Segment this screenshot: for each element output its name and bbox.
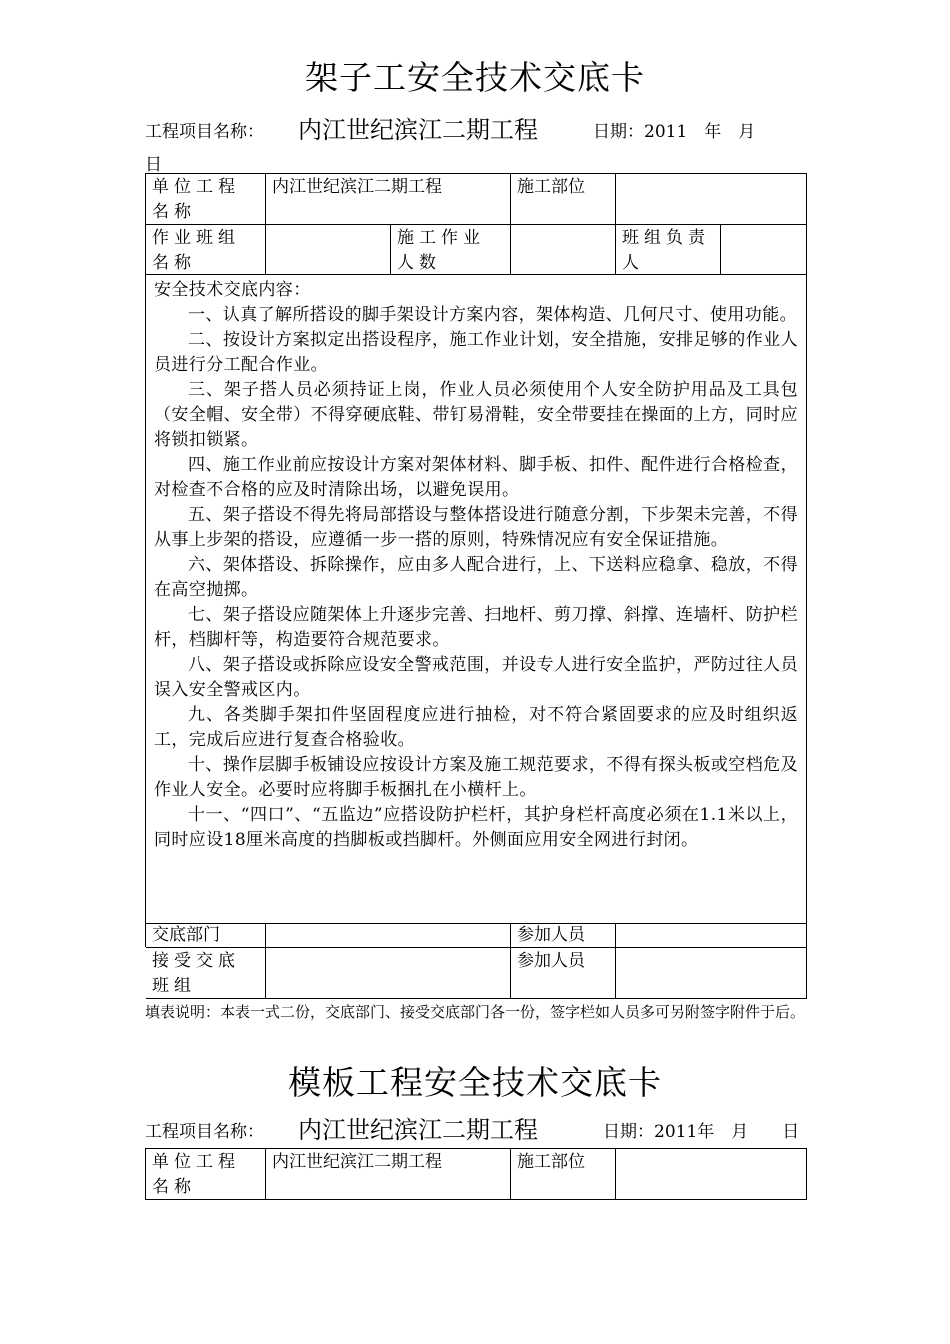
card2-date-label: 日期：2011年 月 日 — [603, 1122, 800, 1142]
card1-project-name: 内江世纪滨江二期工程 — [298, 116, 538, 144]
card1-leader-label: 班组负责人 — [616, 225, 721, 275]
card1-leader-value[interactable] — [721, 225, 807, 275]
card1-team-value[interactable] — [266, 225, 391, 275]
card1-participants-label-1: 参加人员 — [511, 924, 616, 948]
content-heading: 安全技术交底内容： — [154, 280, 311, 300]
card2-project-label: 工程项目名称： — [145, 1122, 264, 1142]
card1-date-day: 日 — [145, 155, 162, 175]
card1-participants-label-2: 参加人员 — [511, 948, 616, 999]
card1-date-label: 日期：2011 年 月 — [593, 122, 756, 142]
content-item: 二、按设计方案拟定出搭设程序，施工作业计划，安全措施，安排足够的作业人员进行分工配合作业。 — [154, 330, 798, 375]
card1-content — [146, 275, 807, 924]
card1-title: 架子工安全技术交底卡 — [305, 58, 645, 97]
content-item: 一、认真了解所搭设的脚手架设计方案内容，架体构造、几何尺寸、使用功能。 — [188, 305, 797, 325]
content-item: 八、架子搭设或拆除应设安全警戒范围，并设专人进行安全监护，严防过往人员误入安全警戒区内。 — [154, 655, 798, 700]
content-item: 十一、“四口”、“五监边”应搭设防护栏杆，其护身栏杆高度必须在1.1米以上，同时应设18厘米高度的挡脚板或挡脚杆。外侧面应用安全网进行封闭。 — [154, 805, 798, 850]
card2-project-name: 内江世纪滨江二期工程 — [298, 1116, 538, 1144]
card2-form-table — [145, 1148, 807, 1200]
card1-site-label: 施工部位 — [511, 174, 616, 225]
content-item: 七、架子搭设应随架体上升逐步完善、扫地杆、剪刀撑、斜撑、连墙杆、防护栏杆，档脚杆等，构造要符合规范要求。 — [154, 605, 798, 650]
card1-workers-value[interactable] — [511, 225, 616, 275]
content-item: 九、各类脚手架扣件坚固程度应进行抽检，对不符合紧固要求的应及时组织返工，完成后应进行复查合格验收。 — [154, 705, 798, 750]
card1-fill-note: 填表说明：本表一式二份，交底部门、接受交底部门各一份，签字栏如人员多可另附签字附件于后。 — [145, 1003, 806, 1021]
card1-receiving-team-label: 接受交底班组 — [146, 948, 266, 999]
card1-receiving-team-value[interactable] — [266, 948, 511, 999]
card1-unit-value: 内江世纪滨江二期工程 — [266, 174, 511, 225]
card2-site-value[interactable] — [616, 1149, 807, 1200]
content-item: 十、操作层脚手板铺设应按设计方案及施工规范要求，不得有探头板或空档危及作业人安全。必要时应将脚手板捆扎在小横杆上。 — [154, 755, 798, 800]
content-item: 四、施工作业前应按设计方案对架体材料、脚手板、扣件、配件进行合格检查，对检查不合格的应及时清除出场，以避免误用。 — [154, 455, 798, 500]
card1-form-table — [145, 173, 807, 996]
card2-title: 模板工程安全技术交底卡 — [288, 1063, 662, 1102]
content-item: 六、架体搭设、拆除操作，应由多人配合进行，上、下送料应稳拿、稳放，不得在高空抛掷。 — [154, 555, 798, 600]
card1-workers-label: 施工作业人数 — [391, 225, 511, 275]
card2-unit-value: 内江世纪滨江二期工程 — [266, 1149, 511, 1200]
content-item: 五、架子搭设不得先将局部搭设与整体搭设进行随意分割，下步架未完善，不得从事上步架的搭设，应遵循一步一搭的原则，特殊情况应有安全保证措施。 — [154, 505, 798, 550]
card1-project-label: 工程项目名称： — [145, 122, 264, 142]
card1-participants-value-1[interactable] — [616, 924, 807, 948]
card1-dept-value[interactable] — [266, 924, 511, 948]
card2-site-label: 施工部位 — [511, 1149, 616, 1200]
card2-unit-label: 单位工程名称 — [146, 1149, 266, 1200]
card1-dept-label: 交底部门 — [146, 924, 266, 948]
content-item: 三、架子搭人员必须持证上岗，作业人员必须使用个人安全防护用品及工具包（安全帽、安全带）不得穿硬底鞋、带钉易滑鞋，安全带要挂在操面的上方，同时应将锁扣锁紧。 — [154, 380, 798, 450]
card1-team-label: 作业班组名称 — [146, 225, 266, 275]
card1-participants-value-2[interactable] — [616, 948, 807, 999]
card1-unit-label: 单位工程名称 — [146, 174, 266, 225]
card1-site-value[interactable] — [616, 174, 807, 225]
